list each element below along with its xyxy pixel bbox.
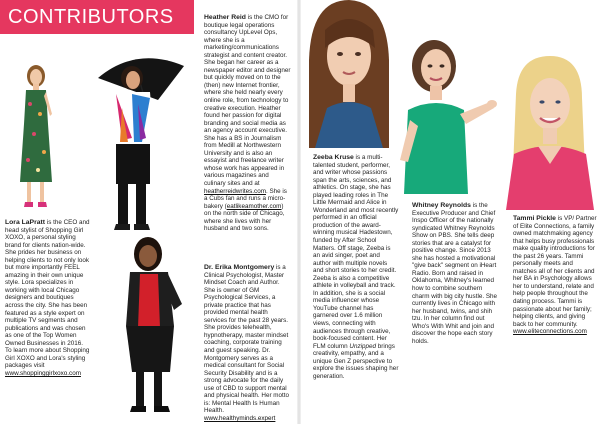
- contributor-link[interactable]: heatherreidwrites.com: [204, 187, 266, 195]
- contributor-bio: . She is a Cubs fan and runs a micro-bakery (: [204, 187, 287, 210]
- contributor-bio: is a Clinical Psychologist, Master Mindset Coach and Author. She is owner of GM Psychological Services, a private practice that has provided mental health services for the past 28 years. She provides telehealth, hypnotherapy, master mindset coaching, corporate training and guest speaking. Dr. Montgomery serves as a medical consultant for Social Security Disability and is a strong advocate for the daily use of CBD to support mental and physical health. Her motto is: Mental Health Is Human Health.: [204, 264, 290, 415]
- section-banner: [0, 0, 194, 34]
- bio-lora-lapratt: [5, 219, 91, 377]
- photo-erika-montgomery: [112, 234, 192, 416]
- contributor-name: Tammi Pickle: [513, 215, 556, 222]
- contributor-bio: is VP/ Partner of Elite Connections, a family owned matchmaking agency that helps busy professionals make quality introductions for the past 26 years. Tammi personally meets and matches all of her clients and her BA in Psychology allows her to understand, relate and help people throughout the dating process. Tammi is passionate about her family; helping clients, and giving back to her community.: [513, 215, 597, 328]
- contributor-name: Zeeba Kruse: [313, 154, 354, 161]
- contributor-link[interactable]: www.healthyminds.expert: [204, 414, 276, 422]
- contributor-link[interactable]: www.shoppinggirlxoxo.com: [5, 369, 81, 377]
- photo-zeeba-kruse: [303, 0, 395, 148]
- bio-tammi-pickle: [513, 215, 598, 336]
- contributor-name: Lora LaPratt: [5, 219, 46, 226]
- contributor-link-bakery[interactable]: eatlikeamother.com: [226, 202, 282, 210]
- contributor-link[interactable]: www.eliteconnections.com: [513, 328, 587, 336]
- contributor-bio: is the Executive Producer and Chief Inspo Officer of the nationally syndicated Whitney Reynolds Show on PBS. She tells deep stories that are a catalyst for positive change. Since 2013 she has hosted a motivational "give back" segment on iHeart Radio. Born and raised in Oklahoma, Whitney's learned how to combine southern charm with big city hustle. She currently lives in Chicago with her husband, twins, and shih tzu. In her column find out Who's With Whit and join and discover the hope each story holds.: [412, 202, 498, 345]
- contributor-bio: is the CMO for boutique legal operations consultancy UpLevel Ops, where she is a marketing/communications strategist and content creator. She began her career as a newspaper editor and designer but quickly moved on to the (then) new Internet frontier, where she held nearly every online role, from technology to creative execution. Heather found her passion for digital branding and social media as an agency account executive. She has a BS in Journalism from Medill at Northwestern University and is also an essayist and freelance writer whose work has appeared in various magazines and culinary sites and at: [204, 14, 291, 188]
- bio-zeeba-kruse: [313, 154, 399, 380]
- photo-tammi-pickle: [498, 54, 600, 210]
- bio-whitney-reynolds: [412, 202, 498, 345]
- page-title: CONTRIBUTORS: [8, 6, 174, 28]
- photo-lora-lapratt: [14, 64, 58, 214]
- page-gutter: [297, 0, 301, 424]
- contributor-bio: brings creativity, empathy, and a unique Gen Z perspective to explore the issues shaping her generation.: [313, 342, 399, 380]
- contributor-bio: is the CEO and head stylist of Shopping Girl XOXO, a personal styling brand for clients nation-wide. She prides her business on helping clients to not only look but more importantly FEEL amazing in their own unique style. Lora specializes in working with local Chicago designers and boutiques across the city. She has been featured as a style expert on multiple TV segments and publications and was chosen as one of the Top Women Owned Businesses in 2016. To learn more about Shopping Girl XOXO and Lora's styling packages visit: [5, 219, 90, 370]
- photo-heather-reid: [92, 48, 198, 248]
- photo-whitney-reynolds: [400, 30, 498, 194]
- contributor-bio: ) on the north side of Chicago, where she lives with her husband and two sons.: [204, 202, 285, 233]
- column-name: Unzipped: [349, 342, 377, 350]
- contributor-bio: is a multi-talented student, performer, and writer whose passions span the arts, sciences, and athletics. On stage, she has played leading roles in The Little Mermaid and Alice in Wonderland and most recently performed in an official production of the award-winning musical Hadestown, funded by After School Matters. Off stage, Zeeba is an avid singer, poet and author with multiple novels and short stories to her credit. Zeeba is also a competitive athlete in volleyball and track. In addition, she is a social media influencer whose YouTube channel has garnered over 1.6 million views, connecting with audiences through creative, book-focused content. Her FLM column: [313, 154, 399, 350]
- contributor-name: Dr. Erika Montgomery: [204, 264, 275, 271]
- bio-heather-reid: [204, 14, 292, 233]
- contributor-name: Whitney Reynolds: [412, 202, 471, 209]
- bio-erika-montgomery: [204, 264, 292, 422]
- contributor-name: Heather Reid: [204, 14, 246, 21]
